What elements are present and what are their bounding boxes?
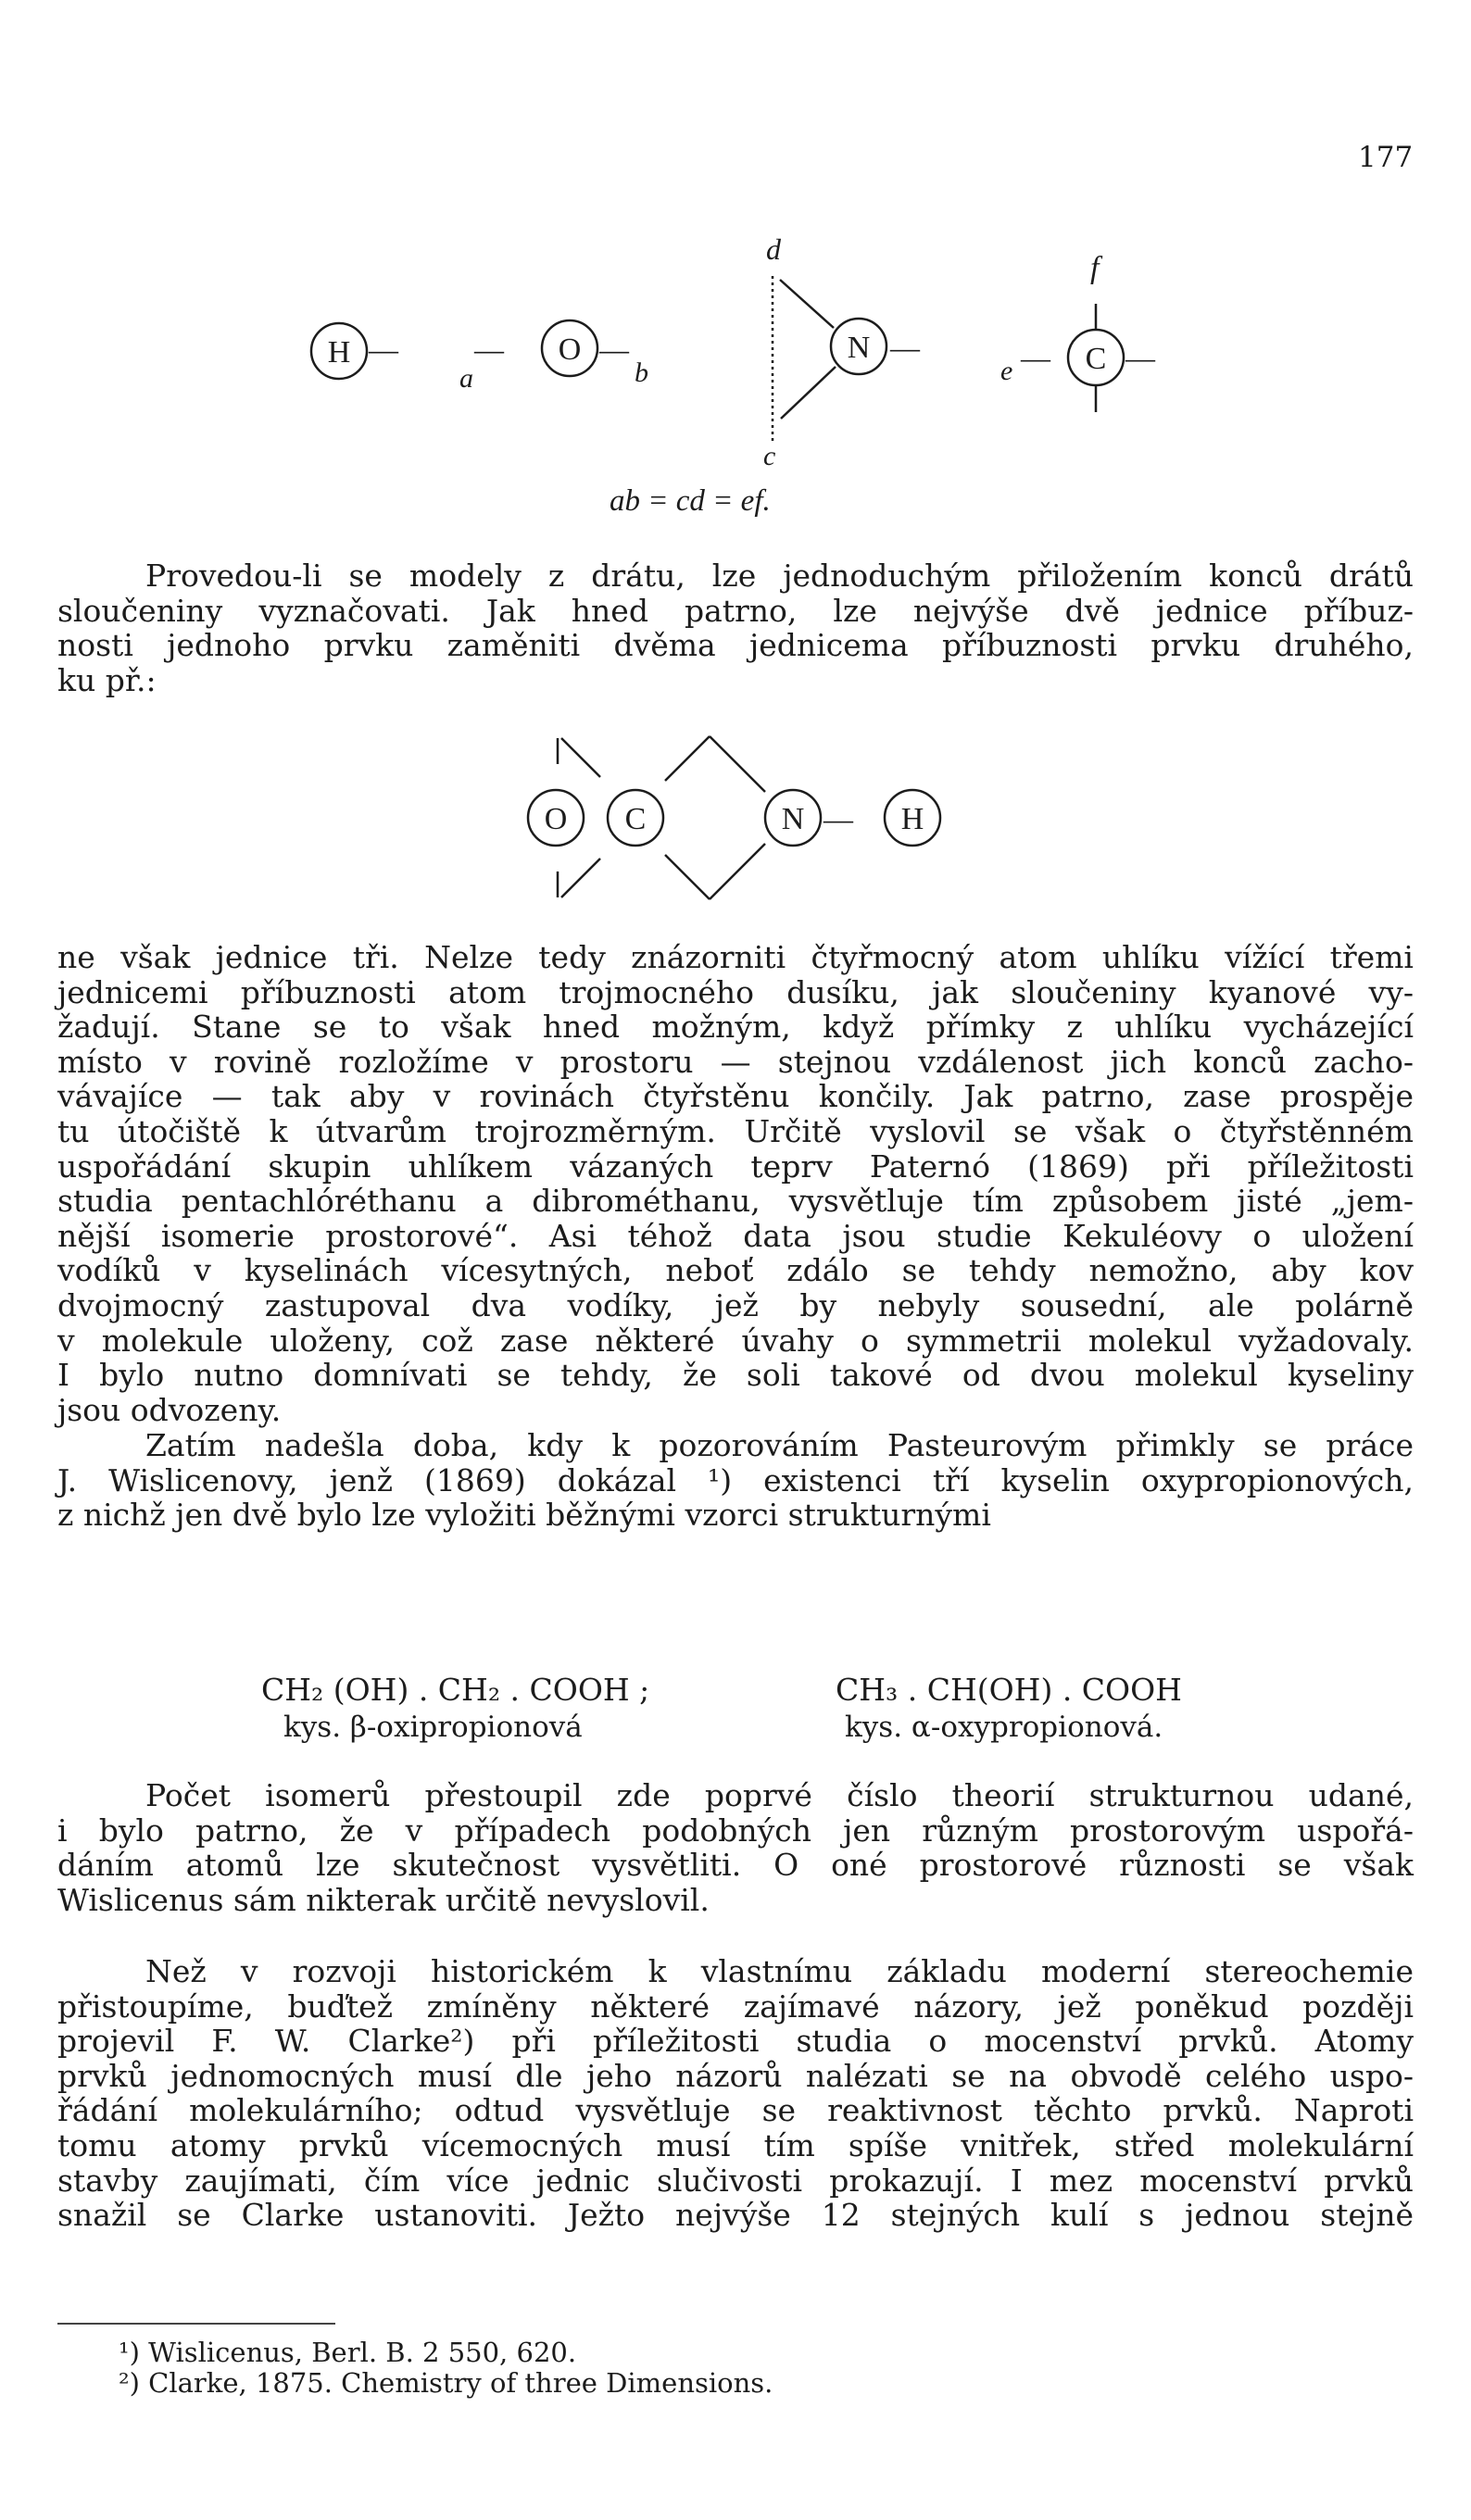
- text-line: dvojmocný zastupoval dva vodíky, jež by nebyly sousední, ale polárně: [57, 1286, 1414, 1323]
- bond-c: —: [1125, 341, 1155, 374]
- text-line: jsou odvozeny.: [57, 1391, 282, 1428]
- text-line: i bylo patrno, že v případech podobných jen různým prostorovým uspořá-: [57, 1812, 1414, 1849]
- atom-c-label: C: [624, 802, 647, 836]
- atom-o-label: O: [544, 802, 568, 836]
- atom-n-label: N: [781, 802, 805, 836]
- text-line: žadují. Stane se to však hned možným, když přímky z uhlíku vycházející: [57, 1009, 1414, 1046]
- cyanide-figure: [500, 727, 982, 921]
- bond-nh: —: [824, 802, 853, 835]
- bond-oc-down: [561, 859, 600, 897]
- bond-n-down: [710, 844, 765, 899]
- text-line: Počet isomerů přestoupil zde poprvé číslo theorií strukturnou udané,: [145, 1777, 1414, 1813]
- text-line: prvků jednomocných musí dle jeho názorů nalézati se na obvodě celého uspo-: [57, 2057, 1414, 2094]
- paragraph-1: [57, 558, 1414, 697]
- label-d: d: [766, 232, 781, 266]
- bond-e: —: [1021, 341, 1050, 374]
- text-line: jednicemi příbuznosti atom trojmocného dusíku, jak sloučeniny kyanové vy-: [57, 973, 1414, 1010]
- paragraph-3: [57, 1428, 1414, 1533]
- valency-figure: [269, 222, 1213, 528]
- paragraph-5: [57, 1954, 1414, 2233]
- text-line: nější isomerie prostorové“. Asi téhož data jsou studie Kekuléovy o uložení: [57, 1217, 1414, 1254]
- atom-h-label: H: [327, 335, 351, 370]
- label-a: a: [459, 363, 473, 394]
- paragraph-2: [57, 940, 1414, 1427]
- label-c: c: [763, 441, 776, 471]
- text-line: přistoupíme, buďtež zmíněny některé zajímavé názory, jež poněkud později: [57, 1987, 1414, 2025]
- formula-alpha-name: kys. α-oxypropionová.: [845, 1711, 1163, 1744]
- bond-n-up: [710, 736, 765, 792]
- text-line: stavby zaujímati, čím více jednic slučivosti prokazují. I mez mocenství prvků: [57, 2162, 1414, 2199]
- bond-n: —: [890, 331, 920, 364]
- text-line: projevil F. W. Clarke²) při příležitosti studia o mocenství prvků. Atomy: [57, 2023, 1414, 2060]
- bond-to-d: [780, 280, 834, 328]
- text-line: I bylo nutno domnívati se tehdy, že soli takové od dvou molekul kyseliny: [57, 1357, 1414, 1394]
- atom-o-label: O: [558, 332, 582, 367]
- bond-oc-up: [561, 738, 600, 777]
- text-line: dáním atomů lze skutečnost vysvětliti. O oné prostorové různosti se však: [57, 1847, 1414, 1884]
- page-number: 177: [1358, 141, 1414, 174]
- text-line: řádání molekulárního; odtud vysvětluje se reaktivnost těchto prvků. Naproti: [57, 2092, 1414, 2129]
- footnote-2: ²) Clarke, 1875. Chemistry of three Dimensions.: [119, 2367, 773, 2399]
- bond-h: —: [369, 332, 398, 366]
- atom-c-label: C: [1085, 342, 1107, 376]
- text-line: v molekule uloženy, což zase některé úvahy o symmetrii molekul vyžadovaly.: [57, 1322, 1414, 1359]
- formula-beta: CH₂ (OH) . CH₂ . COOH ;: [261, 1672, 650, 1708]
- label-e: e: [1000, 356, 1013, 386]
- text-line: studia pentachlóréthanu a dibrométhanu, vysvětluje tím způsobem jisté „jem-: [57, 1183, 1414, 1220]
- bond-c-down: [665, 855, 710, 899]
- bond-to-c: [781, 367, 836, 419]
- text-line: vávajíce — tak aby v rovinách čtyřstěnu končily. Jak patrno, zase prospěje: [57, 1078, 1414, 1115]
- atom-h-label: H: [900, 802, 924, 836]
- text-line: ne však jednice tři. Nelze tedy znázorniti čtyřmocný atom uhlíku vížící třemi: [57, 939, 1414, 975]
- text-line: Než v rozvoji historickém k vlastnímu základu moderní stereochemie: [145, 1953, 1414, 1989]
- bond-c-up: [665, 736, 710, 781]
- text-line: uspořádání skupin uhlíkem vázaných teprv Paternó (1869) při příležitosti: [57, 1147, 1414, 1185]
- text-line: tu útočiště k útvarům trojrozměrným. Určitě vyslovil se však o čtyřstěnném: [57, 1112, 1414, 1149]
- text-line: tomu atomy prvků vícemocných musí tím spíše vnitřek, střed molekulární: [57, 2126, 1414, 2163]
- text-line: ku př.:: [57, 661, 157, 698]
- text-line: nosti jednoho prvku zaměniti dvěma jednicema příbuznosti prvku druhého,: [57, 627, 1414, 664]
- text-line: Wislicenus sám nikterak určitě nevyslovil.: [57, 1881, 710, 1918]
- text-line: Zatím nadešla doba, kdy k pozorováním Pasteurovým přimkly se práce: [145, 1427, 1414, 1463]
- text-line: vodíků v kyselinách vícesytných, neboť zdálo se tehdy nemožno, aby kov: [57, 1252, 1414, 1289]
- paragraph-4: [57, 1778, 1414, 1917]
- text-line: J. Wislicenovy, jenž (1869) dokázal ¹) existenci tří kyselin oxypropionových,: [57, 1461, 1414, 1498]
- text-line: z nichž jen dvě bylo lze vyložiti běžnými vzorci strukturnými: [57, 1497, 991, 1534]
- bond-b: —: [599, 332, 629, 366]
- text-line: sloučeniny vyznačovati. Jak hned patrno, lze nejvýše dvě jednice příbuz-: [57, 592, 1414, 629]
- text-line: snažil se Clarke ustanoviti. Ježto nejvýše 12 stejných kulí s jednou stejně: [57, 2197, 1414, 2234]
- label-b: b: [635, 357, 648, 388]
- atom-n-label: N: [847, 331, 871, 365]
- formula-beta-name: kys. β-oxipropionová: [283, 1711, 583, 1744]
- text-line: Provedou-li se modely z drátu, lze jednoduchým přiložením konců drátů: [145, 558, 1414, 594]
- text-line: místo v rovině rozložíme v prostoru — stejnou vzdálenost jich konců zacho-: [57, 1043, 1414, 1080]
- label-f: f: [1090, 251, 1100, 285]
- footnote-1: ¹) Wislicenus, Berl. B. 2 550, 620.: [119, 2337, 577, 2368]
- footnote-rule: [57, 2323, 335, 2325]
- formula-alpha: CH₃ . CH(OH) . COOH: [836, 1672, 1182, 1708]
- bond-a: —: [474, 332, 504, 366]
- equation: ab = cd = ef.: [610, 484, 771, 518]
